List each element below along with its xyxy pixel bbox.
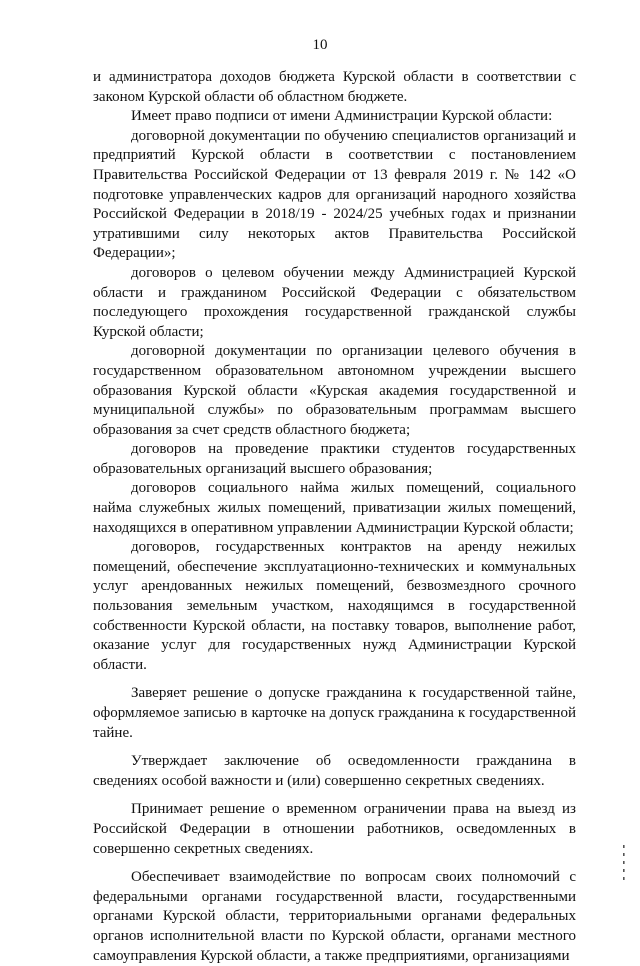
paragraph: договоров о целевом обучении между Администрацией Курской области и гражданином Российской Федерации с обязательством последующего прохождения государственной гражданской службы Курской области; bbox=[93, 264, 576, 340]
paragraph: договорной документации по организации целевого обучения в государственном образовательном автономном учреждении высшего образования Курской области «Курская академия государственной и муниципальной службы» по образовательным программам высшего образования за счет средств областного бюджета; bbox=[93, 343, 576, 438]
paragraph: Заверяет решение о допуске гражданина к государственной тайне, оформляемое записью в карточке на допуск гражданина к государственной тайне. bbox=[93, 685, 576, 741]
paragraph: договоров социального найма жилых помещений, социального найма служебных жилых помещений, приватизации жилых помещений, находящихся в оперативном управлении Администрации Курской области; bbox=[93, 480, 576, 536]
paragraph: Утверждает заключение об осведомленности гражданина в сведениях особой важности и (или) совершенно секретных сведениях. bbox=[93, 753, 576, 789]
scan-artifact-marks bbox=[618, 845, 630, 885]
page-number: 10 bbox=[312, 37, 328, 53]
paragraph: Принимает решение о временном ограничении права на выезд из Российской Федерации в отношении работников, осведомленных в совершенно секретных сведениях. bbox=[93, 801, 576, 857]
paragraph: и администратора доходов бюджета Курской области в соответствии с законом Курской области об областном бюджете. bbox=[93, 69, 576, 105]
paragraph: договоров, государственных контрактов на аренду нежилых помещений, обеспечение эксплуатационно-технических и коммунальных услуг арендованных нежилых помещений, безвозмездного срочного пользования земельным участком, находящимся в государственной собственности Курской области, на поставку товаров, выполнение работ, оказание услуг для государственных нужд Администрации Курской области. bbox=[93, 539, 576, 673]
paragraph: договорной документации по обучению специалистов организаций и предприятий Курской области в соответствии с постановлением Правительства Российской Федерации от 13 февраля 2019 г. № 142 «О подготовке управленческих кадров для организаций народного хозяйства Российской Федерации в 2018/19 - 2024/25 учебных годах и признании утратившими силу некоторых актов Правительства Российской Федерации»; bbox=[93, 127, 576, 262]
paragraph: договоров на проведение практики студентов государственных образовательных организаций высшего образования; bbox=[93, 441, 576, 477]
paragraph: Обеспечивает взаимодействие по вопросам своих полномочий с федеральными органами государственной власти, государственными органами Курской области, территориальными органами федеральных органов исполнительной власти по Курской области, органами местного самоуправления Курской области, а также предприятиями, организациями bbox=[93, 869, 576, 964]
paragraph: Имеет право подписи от имени Администрации Курской области: bbox=[131, 108, 553, 125]
document-body bbox=[93, 68, 576, 966]
